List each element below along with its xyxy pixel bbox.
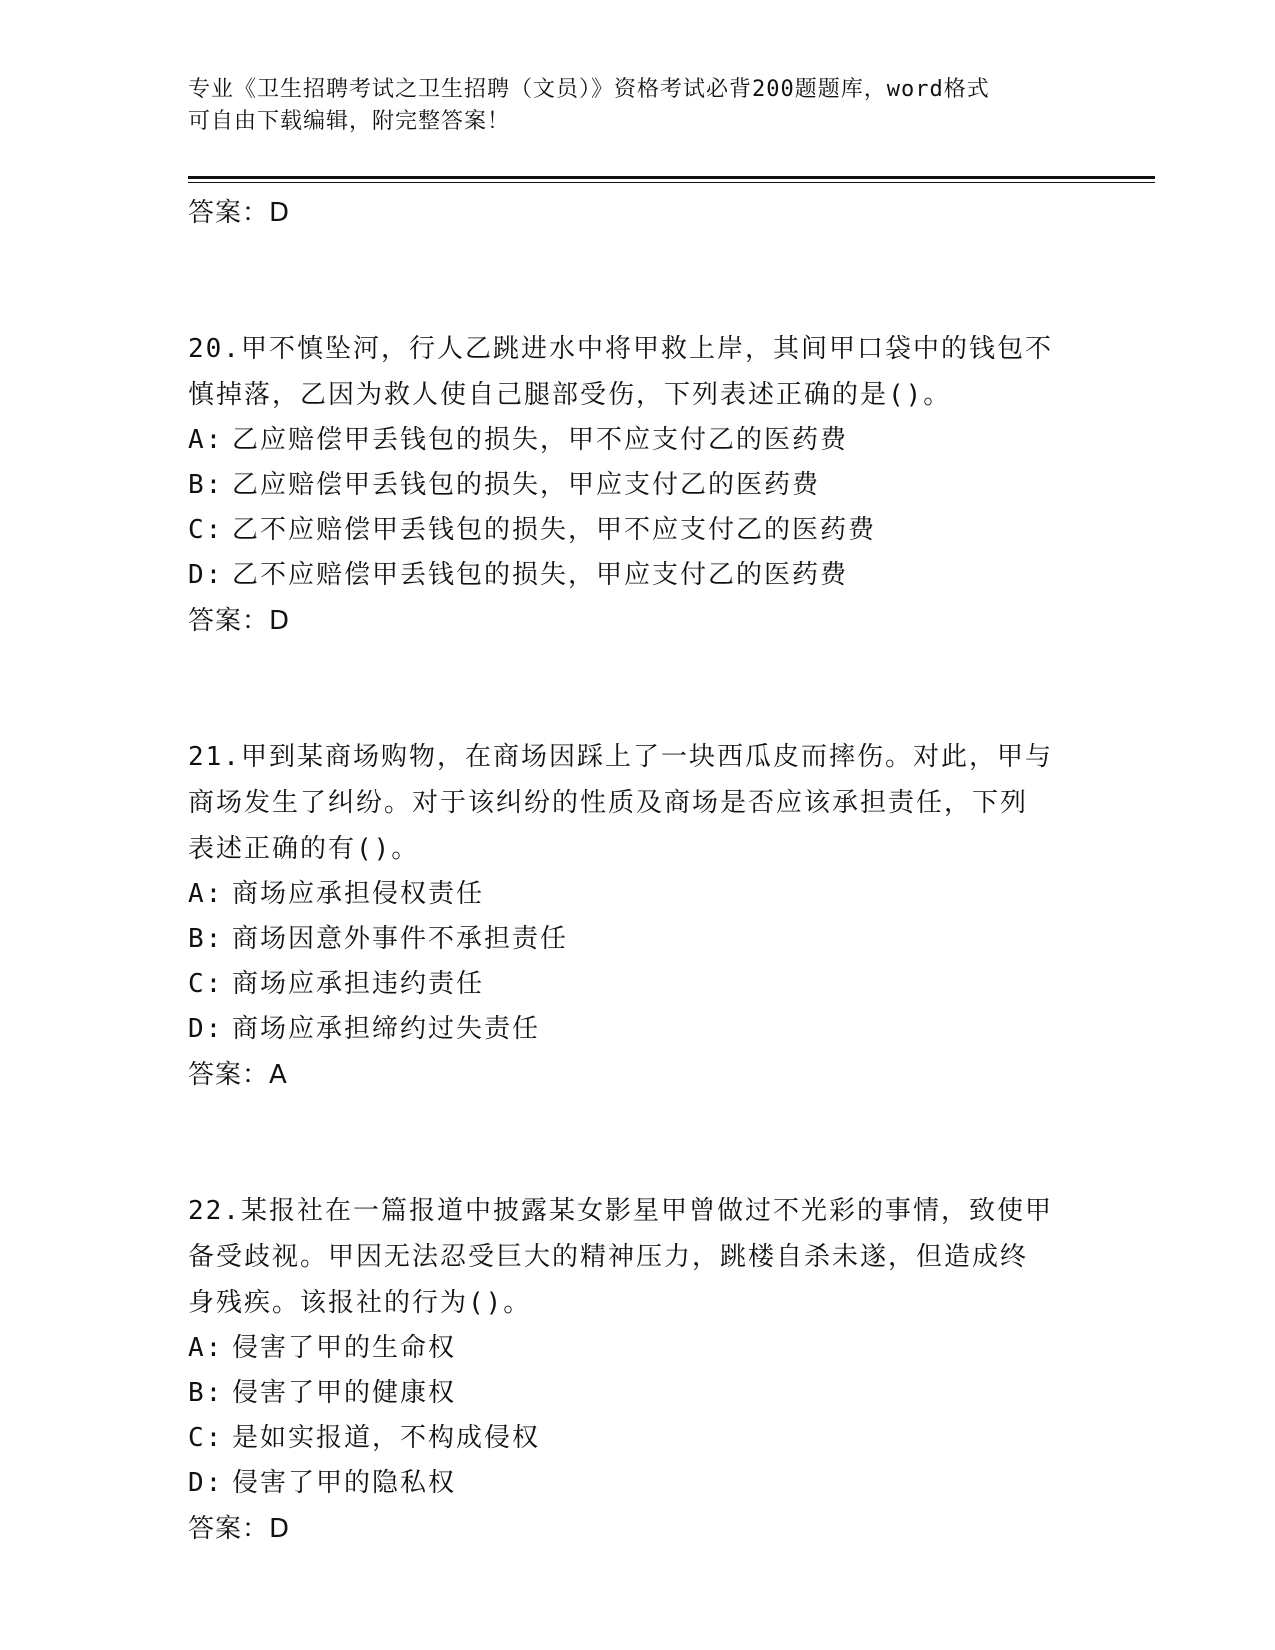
option-key: C: bbox=[188, 969, 224, 999]
option-d bbox=[188, 553, 1088, 598]
option-a bbox=[188, 418, 1088, 463]
question-stem-line: 商场发生了纠纷。对于该纠纷的性质及商场是否应该承担责任，下列 bbox=[188, 788, 1029, 818]
option-c bbox=[188, 508, 1088, 553]
option-text: 商场应承担违约责任 bbox=[232, 969, 485, 999]
option-a bbox=[188, 872, 1088, 917]
option-key: C: bbox=[188, 1423, 224, 1453]
question-stem-line: 慎掉落，乙因为救人使自己腿部受伤，下列表述正确的是()。 bbox=[188, 380, 952, 410]
question-stem bbox=[188, 1188, 1088, 1326]
option-text: 商场因意外事件不承担责任 bbox=[232, 924, 569, 954]
answer-line: 答案：D bbox=[188, 606, 291, 636]
answer-line: 答案：D bbox=[188, 1514, 291, 1544]
option-d bbox=[188, 1461, 1088, 1506]
option-b bbox=[188, 917, 1088, 962]
question-22 bbox=[188, 1188, 1088, 1552]
option-b bbox=[188, 463, 1088, 508]
answer-line-previous: 答案：D bbox=[188, 198, 291, 228]
option-text: 乙不应赔偿甲丢钱包的损失，甲应支付乙的医药费 bbox=[232, 560, 849, 590]
question-20 bbox=[188, 326, 1088, 644]
question-list bbox=[188, 190, 1088, 1552]
option-key: B: bbox=[188, 470, 224, 500]
question-stem bbox=[188, 326, 1088, 418]
option-key: C: bbox=[188, 515, 224, 545]
question-21 bbox=[188, 734, 1088, 1098]
question-stem-line: 备受歧视。甲因无法忍受巨大的精神压力，跳楼自杀未遂，但造成终 bbox=[188, 1242, 1029, 1272]
option-key: D: bbox=[188, 1014, 224, 1044]
option-d bbox=[188, 1007, 1088, 1052]
option-text: 是如实报道，不构成侵权 bbox=[232, 1423, 541, 1453]
header-line-1: 专业《卫生招聘考试之卫生招聘（文员）》资格考试必背200题题库，word格式 bbox=[188, 77, 990, 102]
option-text: 乙应赔偿甲丢钱包的损失，甲不应支付乙的医药费 bbox=[232, 425, 849, 455]
question-stem-line: 表述正确的有()。 bbox=[188, 834, 420, 864]
question-stem-line: 22.某报社在一篇报道中披露某女影星甲曾做过不光彩的事情，致使甲 bbox=[188, 1196, 1053, 1226]
option-text: 商场应承担缔约过失责任 bbox=[232, 1014, 541, 1044]
option-key: A: bbox=[188, 1333, 224, 1363]
page-header bbox=[188, 74, 1068, 138]
question-stem-line: 21.甲到某商场购物，在商场因踩上了一块西瓜皮而摔伤。对此，甲与 bbox=[188, 742, 1053, 772]
option-c bbox=[188, 962, 1088, 1007]
option-text: 商场应承担侵权责任 bbox=[232, 879, 485, 909]
option-a bbox=[188, 1326, 1088, 1371]
option-c bbox=[188, 1416, 1088, 1461]
option-key: D: bbox=[188, 560, 224, 590]
question-stem-line: 身残疾。该报社的行为()。 bbox=[188, 1288, 532, 1318]
option-key: A: bbox=[188, 425, 224, 455]
option-key: B: bbox=[188, 1378, 224, 1408]
question-stem bbox=[188, 734, 1088, 872]
answer-line: 答案：A bbox=[188, 1060, 288, 1090]
option-key: D: bbox=[188, 1468, 224, 1498]
option-text: 侵害了甲的生命权 bbox=[232, 1333, 457, 1363]
option-text: 侵害了甲的健康权 bbox=[232, 1378, 457, 1408]
header-rule-thin bbox=[188, 182, 1155, 183]
option-text: 乙应赔偿甲丢钱包的损失，甲应支付乙的医药费 bbox=[232, 470, 821, 500]
option-text: 侵害了甲的隐私权 bbox=[232, 1468, 457, 1498]
option-key: B: bbox=[188, 924, 224, 954]
header-line-2: 可自由下载编辑，附完整答案！ bbox=[188, 109, 511, 134]
option-key: A: bbox=[188, 879, 224, 909]
header-rule-thick bbox=[188, 176, 1155, 179]
question-stem-line: 20.甲不慎坠河，行人乙跳进水中将甲救上岸，其间甲口袋中的钱包不 bbox=[188, 334, 1053, 364]
option-b bbox=[188, 1371, 1088, 1416]
option-text: 乙不应赔偿甲丢钱包的损失，甲不应支付乙的医药费 bbox=[232, 515, 877, 545]
